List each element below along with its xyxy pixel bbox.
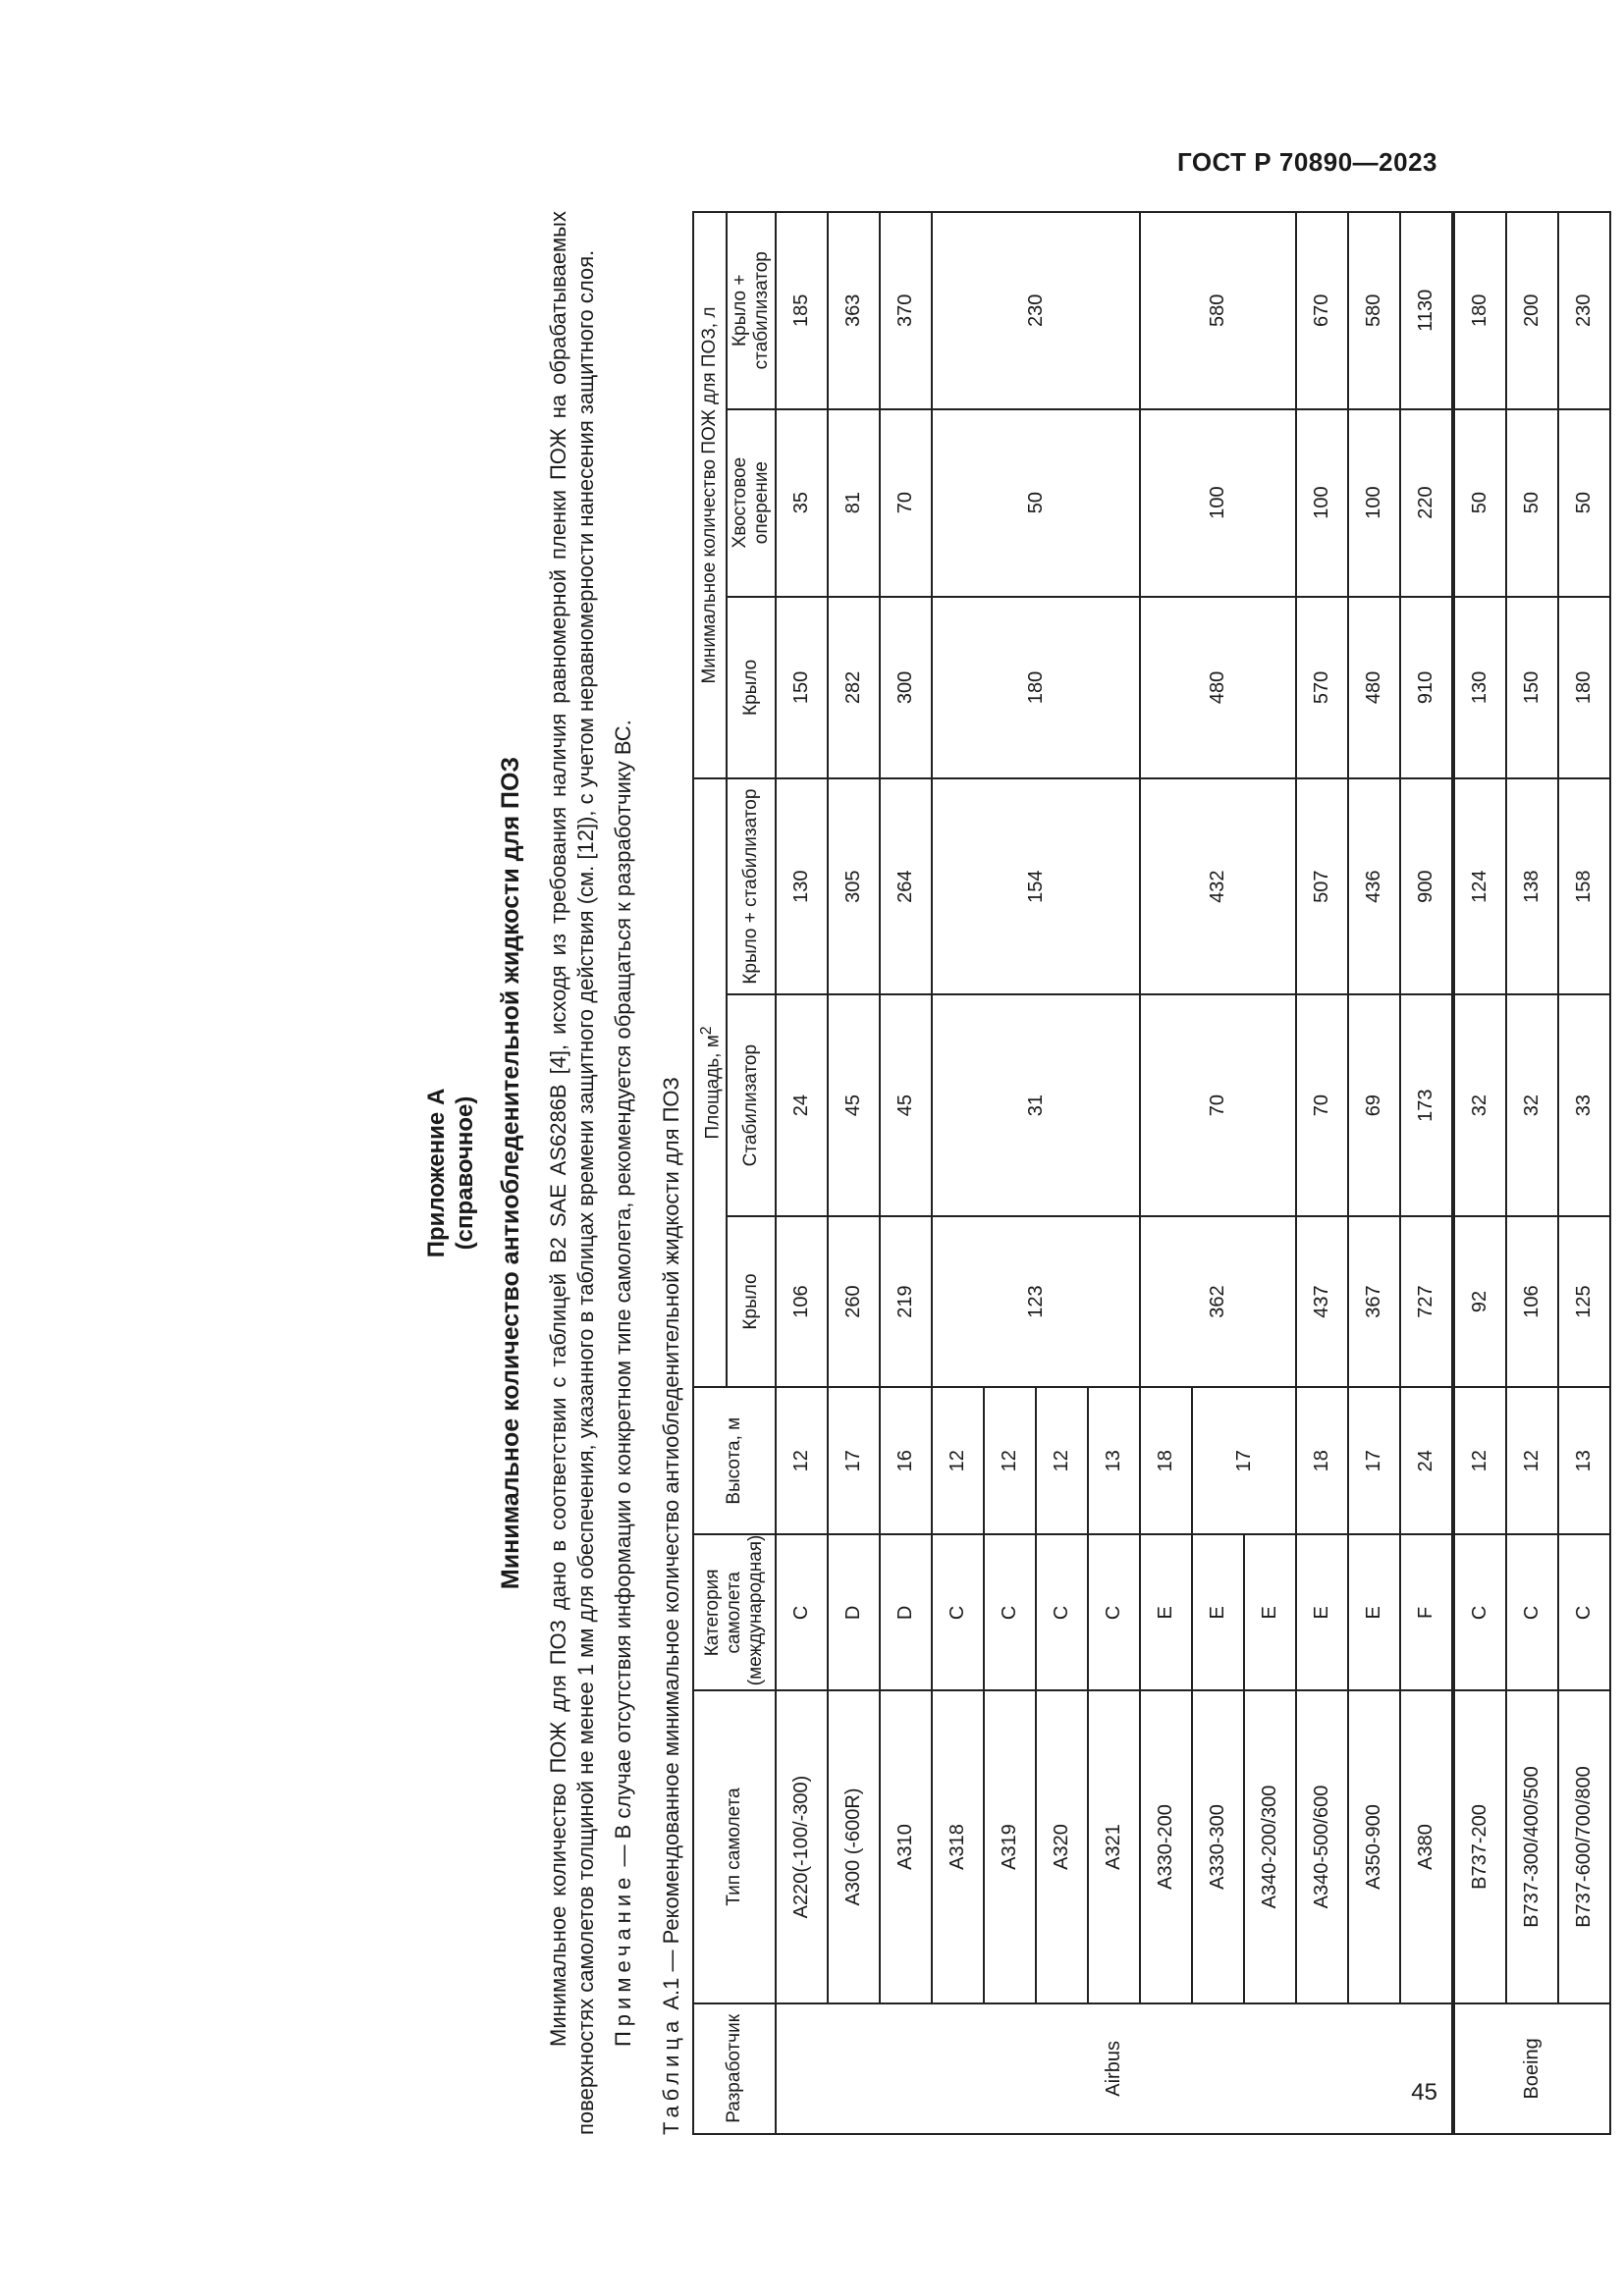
area-total-cell: 507 <box>1296 778 1348 994</box>
category-cell: C <box>932 1534 984 1690</box>
area-stab-cell: 70 <box>1140 994 1296 1216</box>
fluid-quantity-table <box>692 211 1611 2135</box>
qty-tail-cell: 100 <box>1140 409 1296 597</box>
header-developer: Разработчик <box>693 2003 776 2134</box>
header-qty-tail: Хвостовое оперение <box>727 409 776 597</box>
qty-wing-cell: 300 <box>880 597 932 778</box>
type-cell: A318 <box>932 1690 984 2003</box>
table-row <box>776 212 828 2134</box>
area-total-cell: 436 <box>1348 778 1400 994</box>
type-cell: A350-900 <box>1348 1690 1400 2003</box>
page-number: 45 <box>1411 2079 1437 2106</box>
table-row <box>932 212 984 2134</box>
header-area-group <box>693 778 727 1387</box>
height-cell: 18 <box>1296 1387 1348 1535</box>
header-area-label: Площадь, м <box>702 1035 724 1140</box>
area-wing-cell: 219 <box>880 1216 932 1387</box>
category-cell: E <box>1192 1534 1244 1690</box>
qty-total-cell: 363 <box>828 212 880 409</box>
header-qty-wing: Крыло <box>727 597 776 778</box>
type-cell: A320 <box>1036 1690 1088 2003</box>
category-cell: C <box>1558 1534 1610 1690</box>
type-cell: A340-200/300 <box>1244 1690 1296 2003</box>
category-cell: E <box>1348 1534 1400 1690</box>
header-area-total: Крыло + стабилизатор <box>727 778 776 994</box>
area-stab-cell: 32 <box>1453 994 1506 1216</box>
height-cell: 24 <box>1400 1387 1453 1535</box>
qty-tail-cell: 50 <box>1453 409 1506 597</box>
header-type: Тип самолета <box>693 1690 776 2003</box>
type-cell: B737-200 <box>1453 1690 1506 2003</box>
height-cell: 17 <box>828 1387 880 1535</box>
qty-tail-cell: 220 <box>1400 409 1453 597</box>
qty-tail-cell: 100 <box>1348 409 1400 597</box>
header-category: Категория самолета (международная) <box>693 1534 776 1690</box>
qty-wing-cell: 180 <box>1558 597 1610 778</box>
qty-total-cell: 230 <box>1558 212 1610 409</box>
table-row <box>1400 212 1453 2134</box>
document-header: ГОСТ Р 70890—2023 <box>1176 147 1437 177</box>
height-cell: 16 <box>880 1387 932 1535</box>
area-stab-cell: 32 <box>1506 994 1558 1216</box>
table-caption-label: Таблица <box>659 2015 683 2135</box>
area-total-cell: 158 <box>1558 778 1610 994</box>
type-cell: A330-300 <box>1192 1690 1244 2003</box>
table-row <box>1558 212 1610 2134</box>
table-row <box>1348 212 1400 2134</box>
type-cell: A220(-100/-300) <box>776 1690 828 2003</box>
area-stab-cell: 45 <box>828 994 880 1216</box>
header-qty-total: Крыло + стабилизатор <box>727 212 776 409</box>
qty-wing-cell: 910 <box>1400 597 1453 778</box>
qty-total-cell: 1130 <box>1400 212 1453 409</box>
rotated-content <box>422 211 1596 2135</box>
height-cell: 12 <box>776 1387 828 1535</box>
qty-tail-cell: 50 <box>932 409 1140 597</box>
type-cell: A340-500/600 <box>1296 1690 1348 2003</box>
qty-wing-cell: 150 <box>1506 597 1558 778</box>
table-row <box>1140 212 1192 2134</box>
qty-total-cell: 580 <box>1348 212 1400 409</box>
height-cell: 13 <box>1558 1387 1610 1535</box>
qty-wing-cell: 180 <box>932 597 1140 778</box>
qty-wing-cell: 480 <box>1348 597 1400 778</box>
table-row <box>828 212 880 2134</box>
height-cell: 13 <box>1088 1387 1140 1535</box>
category-cell: D <box>828 1534 880 1690</box>
type-cell: A319 <box>984 1690 1036 2003</box>
table-row <box>1453 212 1506 2134</box>
category-cell: C <box>1036 1534 1088 1690</box>
area-wing-cell: 123 <box>932 1216 1140 1387</box>
annex-subtitle: (справочное) <box>452 1095 478 1251</box>
table-caption-text: А.1 — Рекомендованное минимальное количество антиобледенительной жидкости для ПОЗ <box>659 1077 683 2016</box>
height-cell: 17 <box>1192 1387 1296 1535</box>
area-total-cell: 138 <box>1506 778 1558 994</box>
qty-wing-cell: 480 <box>1140 597 1296 778</box>
category-cell: D <box>880 1534 932 1690</box>
table-caption <box>659 211 684 2135</box>
area-stab-cell: 45 <box>880 994 932 1216</box>
header-height: Высота, м <box>693 1387 776 1535</box>
note-text: — В случае отсутствия информации о конкретном типе самолета, рекомендуется обращаться к разработчику ВС. <box>611 720 635 1873</box>
area-stab-cell: 31 <box>932 994 1140 1216</box>
area-stab-cell: 33 <box>1558 994 1610 1216</box>
area-wing-cell: 106 <box>776 1216 828 1387</box>
category-cell: C <box>1453 1534 1506 1690</box>
area-wing-cell: 437 <box>1296 1216 1348 1387</box>
category-cell: C <box>984 1534 1036 1690</box>
qty-wing-cell: 282 <box>828 597 880 778</box>
qty-tail-cell: 50 <box>1558 409 1610 597</box>
area-wing-cell: 367 <box>1348 1216 1400 1387</box>
area-total-cell: 432 <box>1140 778 1296 994</box>
header-area-stab: Стабилизатор <box>727 994 776 1216</box>
main-title: Минимальное количество антиобледенительной жидкости для ПОЗ <box>497 756 524 1590</box>
table-row <box>1506 212 1558 2134</box>
type-cell: B737-300/400/500 <box>1506 1690 1558 2003</box>
area-stab-cell: 70 <box>1296 994 1348 1216</box>
qty-tail-cell: 50 <box>1506 409 1558 597</box>
note <box>610 211 637 2135</box>
area-total-cell: 305 <box>828 778 880 994</box>
qty-tail-cell: 70 <box>880 409 932 597</box>
type-cell: A330-200 <box>1140 1690 1192 2003</box>
height-cell: 12 <box>932 1387 984 1535</box>
height-cell: 17 <box>1348 1387 1400 1535</box>
qty-total-cell: 230 <box>932 212 1140 409</box>
qty-total-cell: 200 <box>1506 212 1558 409</box>
type-cell: A300 (-600R) <box>828 1690 880 2003</box>
table-row <box>1296 212 1348 2134</box>
area-wing-cell: 362 <box>1140 1216 1296 1387</box>
qty-total-cell: 180 <box>1453 212 1506 409</box>
area-stab-cell: 69 <box>1348 994 1400 1216</box>
header-qty-group: Минимальное количество ПОЖ для ПОЗ, л <box>693 212 727 778</box>
qty-tail-cell: 100 <box>1296 409 1348 597</box>
qty-tail-cell: 35 <box>776 409 828 597</box>
category-cell: E <box>1244 1534 1296 1690</box>
category-cell: E <box>1140 1534 1192 1690</box>
area-total-cell: 124 <box>1453 778 1506 994</box>
note-label: Примечание <box>611 1872 635 2047</box>
header-area-sup: 2 <box>698 1026 715 1036</box>
category-cell: C <box>1088 1534 1140 1690</box>
height-cell: 12 <box>984 1387 1036 1535</box>
category-cell: C <box>776 1534 828 1690</box>
qty-total-cell: 370 <box>880 212 932 409</box>
qty-wing-cell: 130 <box>1453 597 1506 778</box>
area-stab-cell: 24 <box>776 994 828 1216</box>
type-cell: A310 <box>880 1690 932 2003</box>
area-stab-cell: 173 <box>1400 994 1453 1216</box>
area-wing-cell: 92 <box>1453 1216 1506 1387</box>
developer-airbus: Airbus <box>776 2003 1453 2134</box>
height-cell: 12 <box>1506 1387 1558 1535</box>
area-total-cell: 264 <box>880 778 932 994</box>
height-cell: 18 <box>1140 1387 1192 1535</box>
area-total-cell: 154 <box>932 778 1140 994</box>
annex-heading <box>422 211 479 2135</box>
category-cell: E <box>1296 1534 1348 1690</box>
developer-boeing: Boeing <box>1453 2003 1610 2134</box>
type-cell: B737-600/700/800 <box>1558 1690 1610 2003</box>
intro-paragraph: Минимальное количество ПОЖ для ПОЗ дано в соответствии с таблицей B2 SAE AS6286B [4], исходя из требования наличия равномерной пленки ПОЖ на обрабатываемых поверхностях самолетов толщиной не менее 1 мм для обеспечения, указанного в таблицах времени защитного действия (см. [12]), с учетом неравномерности нанесения защитного слоя. <box>546 211 598 2135</box>
table-row <box>880 212 932 2134</box>
height-cell: 12 <box>1453 1387 1506 1535</box>
category-cell: C <box>1506 1534 1558 1690</box>
type-cell: A380 <box>1400 1690 1453 2003</box>
area-wing-cell: 106 <box>1506 1216 1558 1387</box>
qty-total-cell: 670 <box>1296 212 1348 409</box>
area-total-cell: 130 <box>776 778 828 994</box>
area-wing-cell: 125 <box>1558 1216 1610 1387</box>
category-cell: F <box>1400 1534 1453 1690</box>
qty-wing-cell: 570 <box>1296 597 1348 778</box>
height-cell: 12 <box>1036 1387 1088 1535</box>
header-area-wing: Крыло <box>727 1216 776 1387</box>
qty-total-cell: 185 <box>776 212 828 409</box>
qty-wing-cell: 150 <box>776 597 828 778</box>
area-wing-cell: 727 <box>1400 1216 1453 1387</box>
type-cell: A321 <box>1088 1690 1140 2003</box>
annex-title: Приложение А <box>423 1088 450 1258</box>
qty-tail-cell: 81 <box>828 409 880 597</box>
area-total-cell: 900 <box>1400 778 1453 994</box>
area-wing-cell: 260 <box>828 1216 880 1387</box>
qty-total-cell: 580 <box>1140 212 1296 409</box>
